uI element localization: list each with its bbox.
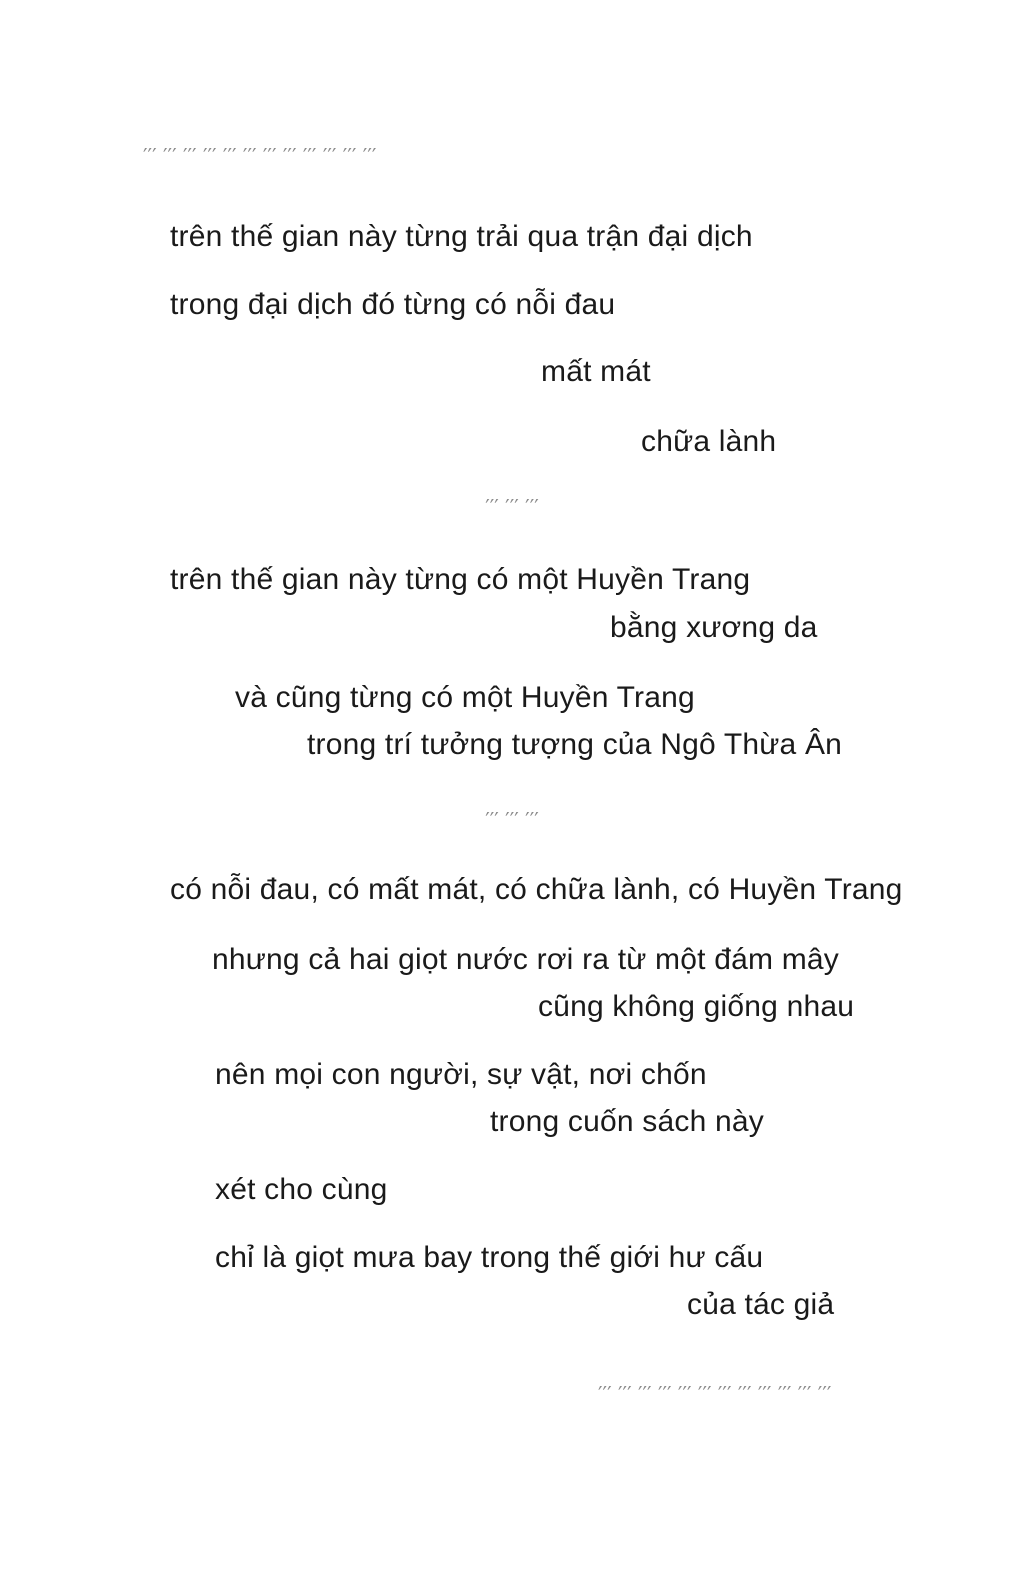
- poem-line: cũng không giống nhau: [538, 990, 855, 1023]
- poem-line: trong đại dịch đó từng có nỗi đau: [170, 288, 616, 321]
- ornament-divider: ′′′ ′′′ ′′′: [485, 808, 539, 832]
- ornament-divider: ′′′ ′′′ ′′′: [485, 495, 539, 519]
- ornament-bottom-marks: ′′′ ′′′ ′′′ ′′′ ′′′ ′′′ ′′′ ′′′ ′′′ ′′′ ′′′ ′′′: [598, 1382, 832, 1406]
- poem-line: trên thế gian này từng trải qua trận đại dịch: [170, 220, 753, 253]
- poem-line: trong trí tưởng tượng của Ngô Thừa Ân: [307, 728, 843, 761]
- poem-line: xét cho cùng: [215, 1173, 388, 1206]
- ornament-top-marks: ′′′ ′′′ ′′′ ′′′ ′′′ ′′′ ′′′ ′′′ ′′′ ′′′ ′′′ ′′′: [143, 144, 377, 168]
- poem-line: trên thế gian này từng có một Huyền Trang: [170, 563, 751, 596]
- poem-line: của tác giả: [687, 1288, 835, 1321]
- poem-line: mất mát: [541, 355, 651, 388]
- poem-line: trong cuốn sách này: [490, 1105, 764, 1138]
- poem-line: và cũng từng có một Huyền Trang: [235, 681, 695, 714]
- poem-line: chữa lành: [641, 425, 777, 458]
- poem-line: nên mọi con người, sự vật, nơi chốn: [215, 1058, 707, 1091]
- poem-line: chỉ là giọt mưa bay trong thế giới hư cấu: [215, 1241, 764, 1274]
- poem-line: bằng xương da: [610, 611, 818, 644]
- poem-line: nhưng cả hai giọt nước rơi ra từ một đám mây: [212, 943, 839, 976]
- poem-line: có nỗi đau, có mất mát, có chữa lành, có Huyền Trang: [170, 873, 903, 906]
